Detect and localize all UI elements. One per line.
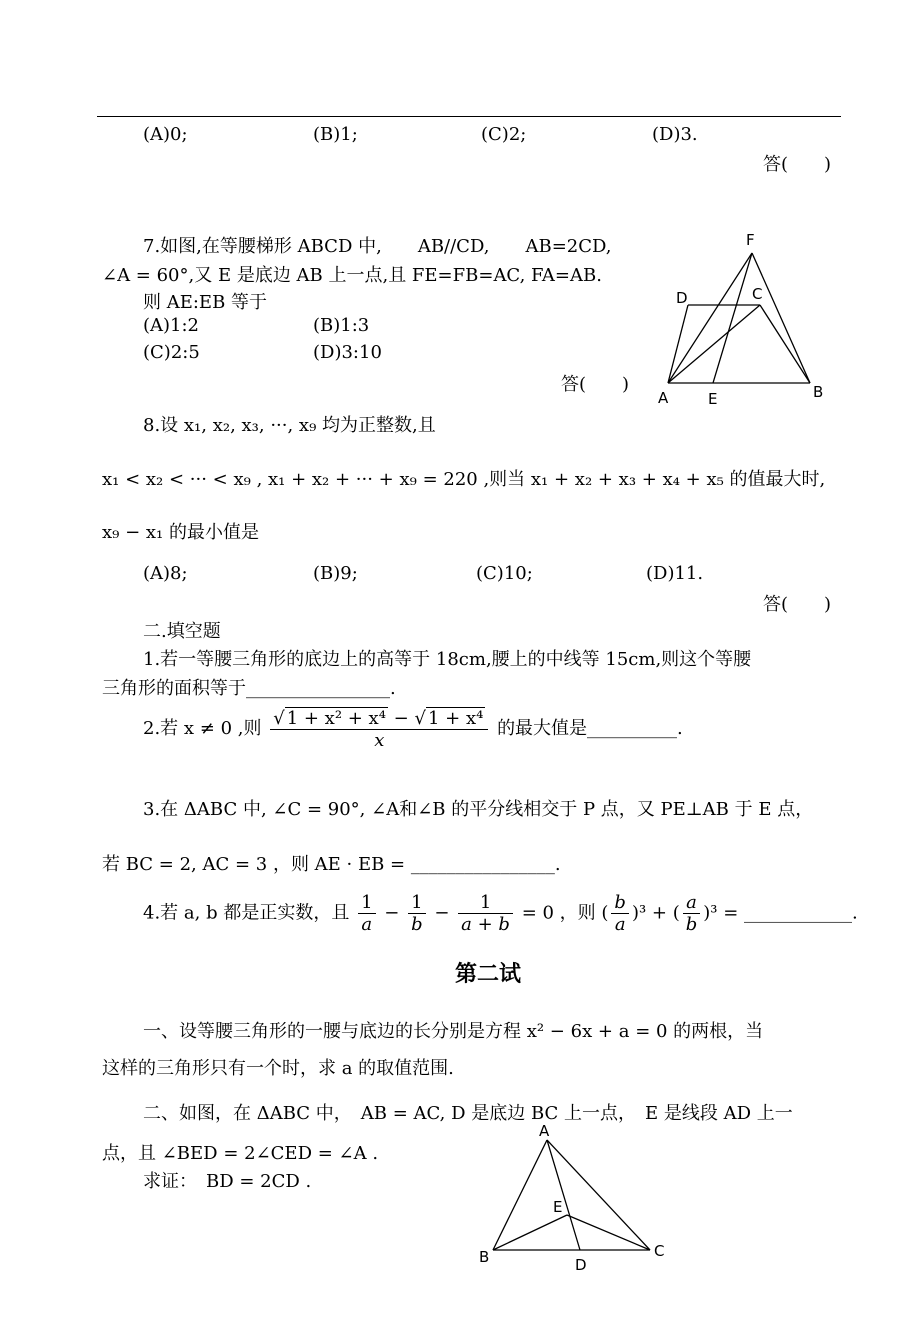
fill-1-line-2: 三角形的面积等于________________. bbox=[102, 678, 396, 699]
label-A: A bbox=[658, 389, 669, 407]
label-C: C bbox=[654, 1242, 665, 1260]
fill-2 bbox=[143, 707, 683, 751]
q7-answer-blank: 答( ) bbox=[561, 374, 630, 395]
q6-option-d: (D)3. bbox=[652, 124, 698, 145]
fill-2-fraction: $\frac{\text{√ 1 + x² + x⁴ − √ 1 + x⁴}}{x}$ bbox=[270, 707, 488, 751]
q8-option-b: (B)9; bbox=[313, 563, 358, 584]
q8-line-3: x₉ − x₁ 的最小值是 bbox=[102, 522, 259, 543]
q7-option-b: (B)1:3 bbox=[313, 315, 370, 336]
triangle-figure bbox=[475, 1120, 675, 1275]
fill-4-frac-1: $\frac{1}{a}$ bbox=[358, 892, 375, 935]
label-A: A bbox=[539, 1122, 550, 1140]
q7-option-c: (C)2:5 bbox=[143, 342, 200, 363]
q8-line-2: x₁ < x₂ < ··· < x₉ , x₁ + x₂ + ··· + x₉ = 220 ,则当 x₁ + x₂ + x₃ + x₄ + x₅ 的值最大时, bbox=[102, 469, 826, 490]
fill-4-frac-2: $\frac{1}{b}$ bbox=[408, 892, 426, 935]
label-C: C bbox=[752, 285, 763, 303]
fill-4-minus-2: − bbox=[434, 902, 450, 924]
label-E: E bbox=[553, 1198, 563, 1216]
fill-4-frac-5: $\frac{a}{b}$ bbox=[683, 892, 701, 935]
fill-3-line-1: 3.在 ΔABC 中, ∠C = 90°, ∠A和∠B 的平分线相交于 P 点，又 PE⊥AB 于 E 点， bbox=[143, 799, 814, 820]
fill-4 bbox=[143, 892, 858, 935]
fill-2-denominator: x bbox=[374, 730, 385, 751]
part-two-title: 第二试 bbox=[455, 962, 522, 987]
label-D: D bbox=[575, 1256, 587, 1274]
fill-2-prefix: 2.若 x ≠ 0 ,则 bbox=[143, 718, 262, 739]
q6-answer-blank: 答( ) bbox=[763, 154, 832, 175]
q6-option-b: (B)1; bbox=[313, 124, 358, 145]
fill-4-frac-3: $\frac{1}{a + b}$ bbox=[458, 892, 513, 935]
fill-4-minus-1: − bbox=[384, 902, 400, 924]
part2-q2-line-1: 二、如图，在 ΔABC 中， AB = AC, D 是底边 BC 上一点， E 是线段 AD 上一 bbox=[143, 1103, 793, 1124]
fill-4-mid-2: )³ + ( bbox=[631, 902, 680, 924]
q7-option-d: (D)3:10 bbox=[313, 342, 382, 363]
part2-q2-line-3: 求证： BD = 2CD . bbox=[143, 1171, 312, 1192]
fill-2-suffix: 的最大值是__________. bbox=[497, 718, 683, 739]
fill-4-prefix: 4.若 a, b 都是正实数，且 bbox=[143, 902, 350, 924]
fill-4-mid: = 0 ，则 ( bbox=[521, 902, 609, 924]
q8-option-a: (A)8; bbox=[143, 563, 188, 584]
part2-q2-line-2: 点，且 ∠BED = 2∠CED = ∠A . bbox=[102, 1143, 379, 1164]
q6-option-a: (A)0; bbox=[143, 124, 188, 145]
q7-line-2: ∠A = 60°,又 E 是底边 AB 上一点,且 FE=FB=AC, FA=AB. bbox=[102, 265, 602, 286]
fill-3-line-2: 若 BC = 2, AC = 3 ，则 AE · EB = ________________. bbox=[102, 854, 561, 875]
q6-option-c: (C)2; bbox=[481, 124, 527, 145]
fill-2-radicand-a: 1 + x² + x⁴ bbox=[286, 708, 386, 729]
fill-2-radicand-b: 1 + x⁴ bbox=[427, 708, 484, 729]
section-heading-fill-in: 二.填空题 bbox=[143, 621, 221, 642]
label-F: F bbox=[746, 231, 755, 249]
trapezoid-figure bbox=[650, 225, 830, 410]
q8-option-d: (D)11. bbox=[646, 563, 704, 584]
fill-4-frac-4: $\frac{b}{a}$ bbox=[611, 892, 629, 935]
part2-q1-line-1: 一、设等腰三角形的一腰与底边的长分别是方程 x² − 6x + a = 0 的两根，当 bbox=[143, 1021, 764, 1042]
part2-q1-line-2: 这样的三角形只有一个时，求 a 的取值范围. bbox=[102, 1058, 454, 1079]
fill-4-suffix: )³ = ____________. bbox=[703, 902, 858, 924]
label-B: B bbox=[813, 383, 824, 401]
fill-1-line-1: 1.若一等腰三角形的底边上的高等于 18cm,腰上的中线等 15cm,则这个等腰 bbox=[143, 649, 752, 670]
label-E: E bbox=[708, 390, 718, 408]
fill-2-minus: − bbox=[393, 708, 409, 729]
q7-option-a: (A)1:2 bbox=[143, 315, 200, 336]
q7-line-1: 7.如图,在等腰梯形 ABCD 中, AB//CD, AB=2CD, bbox=[143, 236, 612, 257]
label-B: B bbox=[479, 1248, 490, 1266]
label-D: D bbox=[676, 289, 688, 307]
q8-option-c: (C)10; bbox=[476, 563, 533, 584]
header-rule bbox=[97, 116, 841, 117]
q8-answer-blank: 答( ) bbox=[763, 594, 832, 615]
q7-line-3: 则 AE:EB 等于 bbox=[143, 292, 268, 313]
q8-line-1: 8.设 x₁, x₂, x₃, ···, x₉ 均为正整数,且 bbox=[143, 415, 436, 436]
